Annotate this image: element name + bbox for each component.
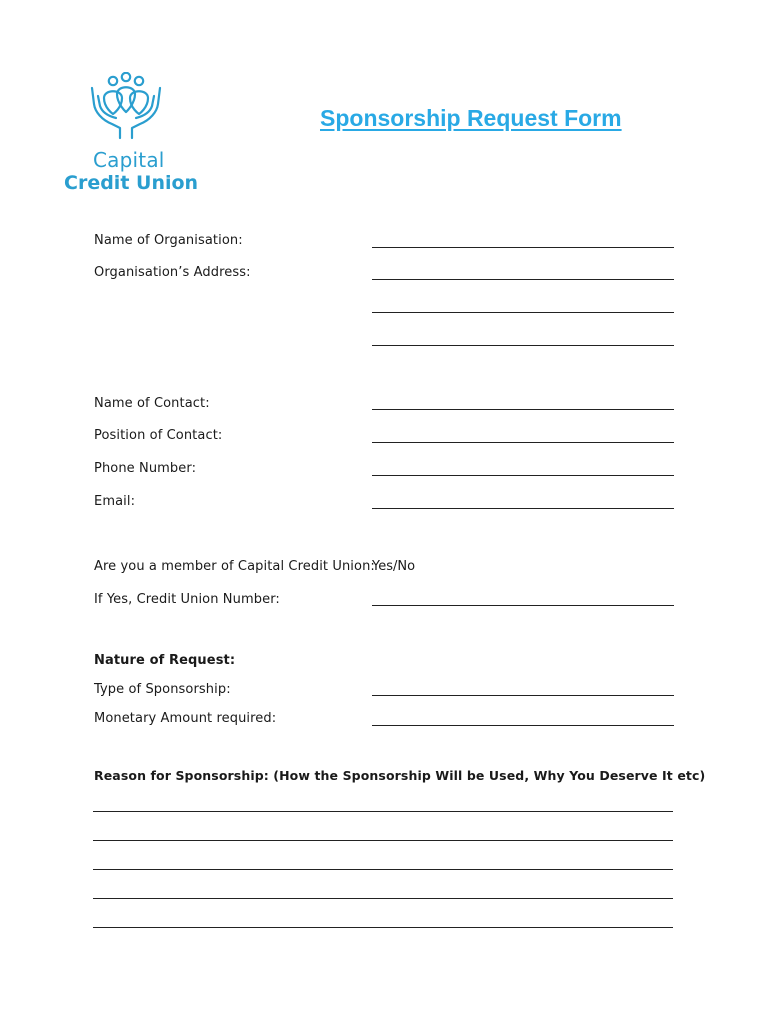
email-field[interactable]	[372, 508, 674, 509]
reason-field-line-4[interactable]	[93, 898, 673, 899]
email-label: Email:	[94, 494, 136, 509]
org-address-label: Organisation’s Address:	[94, 265, 251, 280]
contact-name-field[interactable]	[372, 409, 674, 410]
cu-number-label: If Yes, Credit Union Number:	[94, 592, 280, 607]
org-name-field[interactable]	[372, 247, 674, 248]
reason-field-line-3[interactable]	[93, 869, 673, 870]
cu-number-field[interactable]	[372, 605, 674, 606]
monetary-amount-label: Monetary Amount required:	[94, 711, 277, 726]
org-address-field-line-1[interactable]	[372, 279, 674, 280]
brand-name-line2: Credit Union	[64, 172, 199, 194]
org-name-label: Name of Organisation:	[94, 233, 243, 248]
sponsorship-type-field[interactable]	[372, 695, 674, 696]
member-question-label: Are you a member of Capital Credit Union:	[94, 559, 375, 574]
contact-position-field[interactable]	[372, 442, 674, 443]
brand-name-line1: Capital	[93, 148, 165, 172]
phone-label: Phone Number:	[94, 461, 197, 476]
reason-field-line-5[interactable]	[93, 927, 673, 928]
hands-people-icon	[86, 72, 166, 142]
sponsorship-type-label: Type of Sponsorship:	[94, 682, 231, 697]
member-answer[interactable]: Yes/No	[372, 559, 416, 574]
reason-field-line-1[interactable]	[93, 811, 673, 812]
org-address-field-line-2[interactable]	[372, 312, 674, 313]
phone-field[interactable]	[372, 475, 674, 476]
contact-name-label: Name of Contact:	[94, 396, 210, 411]
reason-field-line-2[interactable]	[93, 840, 673, 841]
org-address-field-line-3[interactable]	[372, 345, 674, 346]
contact-position-label: Position of Contact:	[94, 428, 223, 443]
nature-heading: Nature of Request:	[94, 653, 236, 668]
reason-heading: Reason for Sponsorship: (How the Sponsorship Will be Used, Why You Deserve It etc)	[94, 768, 706, 783]
page-title: Sponsorship Request Form	[320, 105, 622, 131]
brand-logo	[62, 72, 202, 197]
monetary-amount-field[interactable]	[372, 725, 674, 726]
